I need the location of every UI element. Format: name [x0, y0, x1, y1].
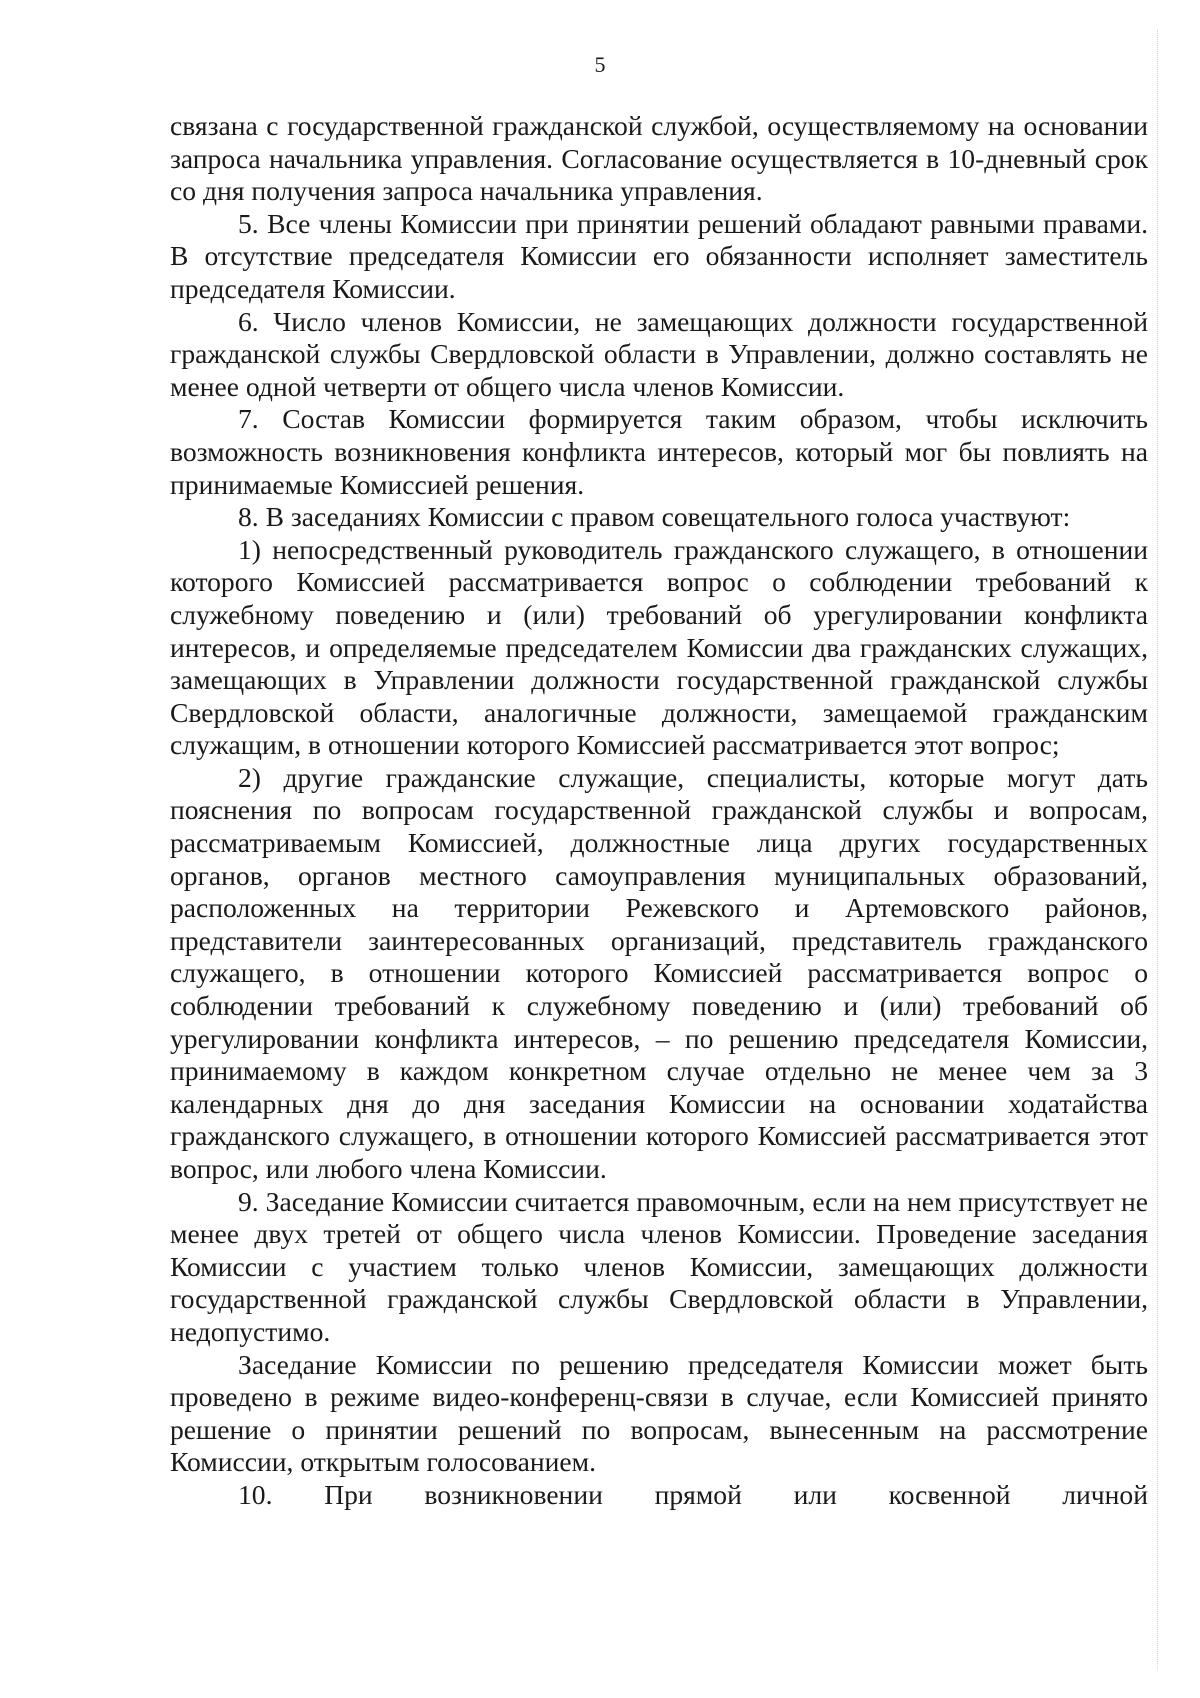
document-body: [170, 110, 1148, 1512]
paragraph-item-8: 8. В заседаниях Комиссии с правом совещательного голоса участвуют:: [238, 501, 1071, 533]
paragraph-item-10: 10. При возникновении прямой или косвенной личной: [238, 1478, 1148, 1510]
paragraph-continuation: связана с государственной гражданской службой, осуществляемому на основании запроса начальника управления. Согласование осуществляется в 10-дневный срок со дня получения запроса начальника управления.: [170, 110, 1148, 207]
paragraph-item-8-subitem-1: 1) непосредственный руководитель гражданского служащего, в отношении которого Комиссией рассматривается вопрос о соблюдении требований к служебному поведению и (или) требований об урегулировании конфликта интересов, и определяемые председателем Комиссии два гражданских служащих, замещающих в Управлении должности государственной гражданской службы Свердловской области, аналогичные должности, замещаемой гражданским служащим, в отношении которого Комиссией рассматривается этот вопрос;: [170, 533, 1148, 761]
paragraph-item-9-video-conference: Заседание Комиссии по решению председателя Комиссии может быть проведено в режиме видео-конференц-связи в случае, если Комиссией принято решение о принятии решений по вопросам, вынесенным на рассмотрение Комиссии, открытым голосованием.: [170, 1348, 1148, 1478]
paragraph-item-9: 9. Заседание Комиссии считается правомочным, если на нем присутствует не менее двух третей от общего числа членов Комиссии. Проведение заседания Комиссии с участием только членов Комиссии, замещающих должности государственной гражданской службы Свердловской области в Управлении, недопустимо.: [170, 1185, 1148, 1347]
scan-edge-line: [1156, 30, 1158, 1670]
paragraph-item-5: 5. Все члены Комиссии при принятии решений обладают равными правами. В отсутствие председателя Комиссии его обязанности исполняет заместитель председателя Комиссии.: [170, 207, 1148, 304]
paragraph-item-7: 7. Состав Комиссии формируется таким образом, чтобы исключить возможность возникновения конфликта интересов, который мог бы повлиять на принимаемые Комиссией решения.: [170, 403, 1148, 500]
paragraph-item-8-subitem-2: 2) другие гражданские служащие, специалисты, которые могут дать пояснения по вопросам государственной гражданской службы и вопросам, рассматриваемым Комиссией, должностные лица других государственных органов, органов местного самоуправления муниципальных образований, расположенных на территории Режевского и Артемовского районов, представители заинтересованных организаций, представитель гражданского служащего, в отношении которого Комиссией рассматривается вопрос о соблюдении требований к служебному поведению и (или) требований об урегулировании конфликта интересов, – по решению председателя Комиссии, принимаемому в каждом конкретном случае отдельно не менее чем за 3 календарных дня до дня заседания Комиссии на основании ходатайства гражданского служащего, в отношении которого Комиссией рассматривается этот вопрос, или любого члена Комиссии.: [170, 761, 1148, 1184]
paragraph-item-6: 6. Число членов Комиссии, не замещающих должности государственной гражданской службы Свердловской области в Управлении, должно составлять не менее одной четверти от общего числа членов Комиссии.: [170, 305, 1148, 402]
page-number: 5: [594, 52, 606, 77]
